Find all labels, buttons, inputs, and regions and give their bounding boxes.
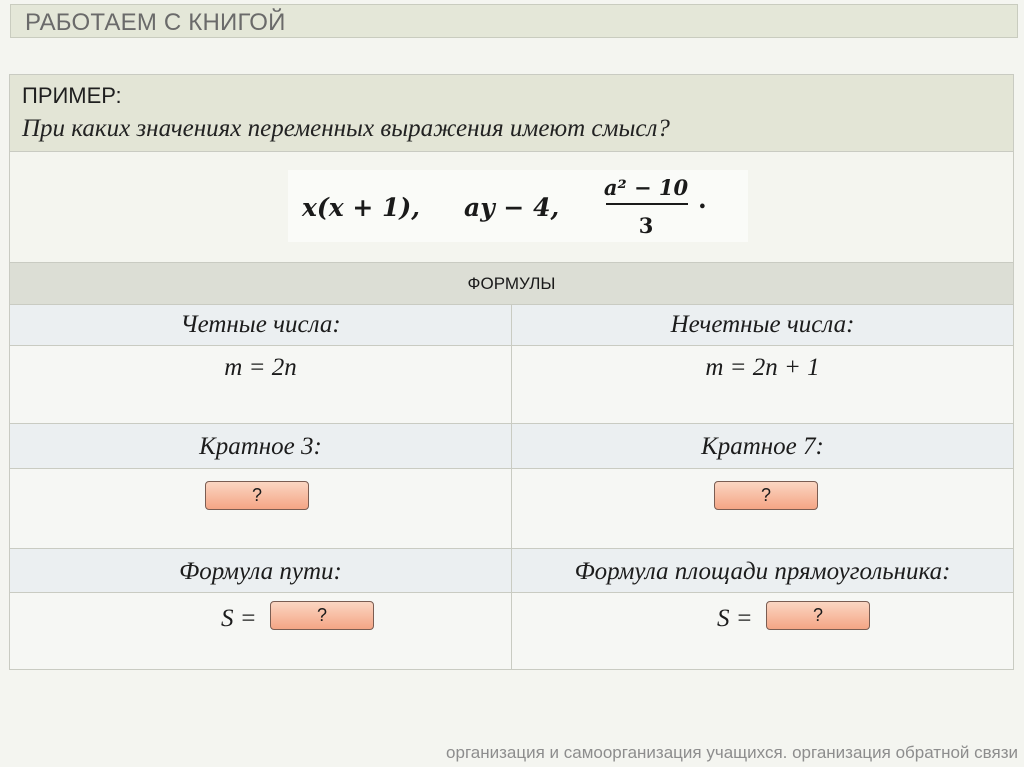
reveal-multiple-3-button[interactable]: ?: [205, 481, 309, 510]
expression-period: .: [698, 185, 707, 214]
reveal-multiple-7-button[interactable]: ?: [714, 481, 818, 510]
multiple-7-value-cell: [512, 469, 1013, 549]
expression-3-numerator: a² − 10: [603, 175, 689, 200]
example-question: При каких значениях переменных выражения имеют смысл?: [22, 115, 670, 142]
formulas-title: ФОРМУЛЫ: [467, 274, 556, 293]
multiple-3-label-cell: [10, 424, 512, 469]
math-expressions: [288, 170, 748, 242]
example-label: ПРИМЕР:: [22, 83, 122, 108]
slide-title: РАБОТАЕМ С КНИГОЙ: [25, 9, 286, 36]
multiple-7-label-cell: [512, 424, 1013, 469]
formulas-header: [10, 263, 1013, 305]
multiple-3-value-cell: [10, 469, 512, 549]
reveal-path-formula-button[interactable]: ?: [270, 601, 374, 630]
multiple-7-label: Кратное 7:: [701, 433, 824, 460]
even-numbers-formula: m = 2n: [224, 354, 297, 381]
example-header: [10, 75, 1013, 152]
area-formula-label-cell: [512, 549, 1013, 593]
even-numbers-label: Четные числа:: [180, 311, 341, 338]
expression-1: x(x + 1),: [302, 193, 420, 222]
path-formula-label: Формула пути:: [179, 558, 342, 585]
even-numbers-label-cell: [10, 305, 512, 346]
path-formula-label-cell: [10, 549, 512, 593]
odd-numbers-formula: m = 2n + 1: [705, 354, 820, 381]
expressions-row: [10, 152, 1013, 263]
area-s-equals: S =: [717, 605, 753, 632]
path-formula-value-cell: [10, 593, 512, 669]
odd-numbers-value-cell: [512, 346, 1013, 424]
expression-2: ay − 4,: [464, 193, 560, 222]
odd-numbers-label: Нечетные числа:: [670, 311, 855, 338]
odd-numbers-label-cell: [512, 305, 1013, 346]
content-table: [9, 74, 1014, 670]
reveal-area-formula-button[interactable]: ?: [766, 601, 870, 630]
multiple-3-label: Кратное 3:: [199, 433, 322, 460]
area-formula-value-cell: [512, 593, 1013, 669]
area-formula-label: Формула площади прямоугольника:: [574, 558, 951, 585]
even-numbers-value-cell: [10, 346, 512, 424]
expression-3-denominator: 3: [638, 213, 654, 238]
slide-header: [10, 4, 1018, 38]
footer-caption: организация и самоорганизация учащихся. организация обратной связи: [446, 743, 1018, 762]
path-s-equals: S =: [221, 605, 257, 632]
